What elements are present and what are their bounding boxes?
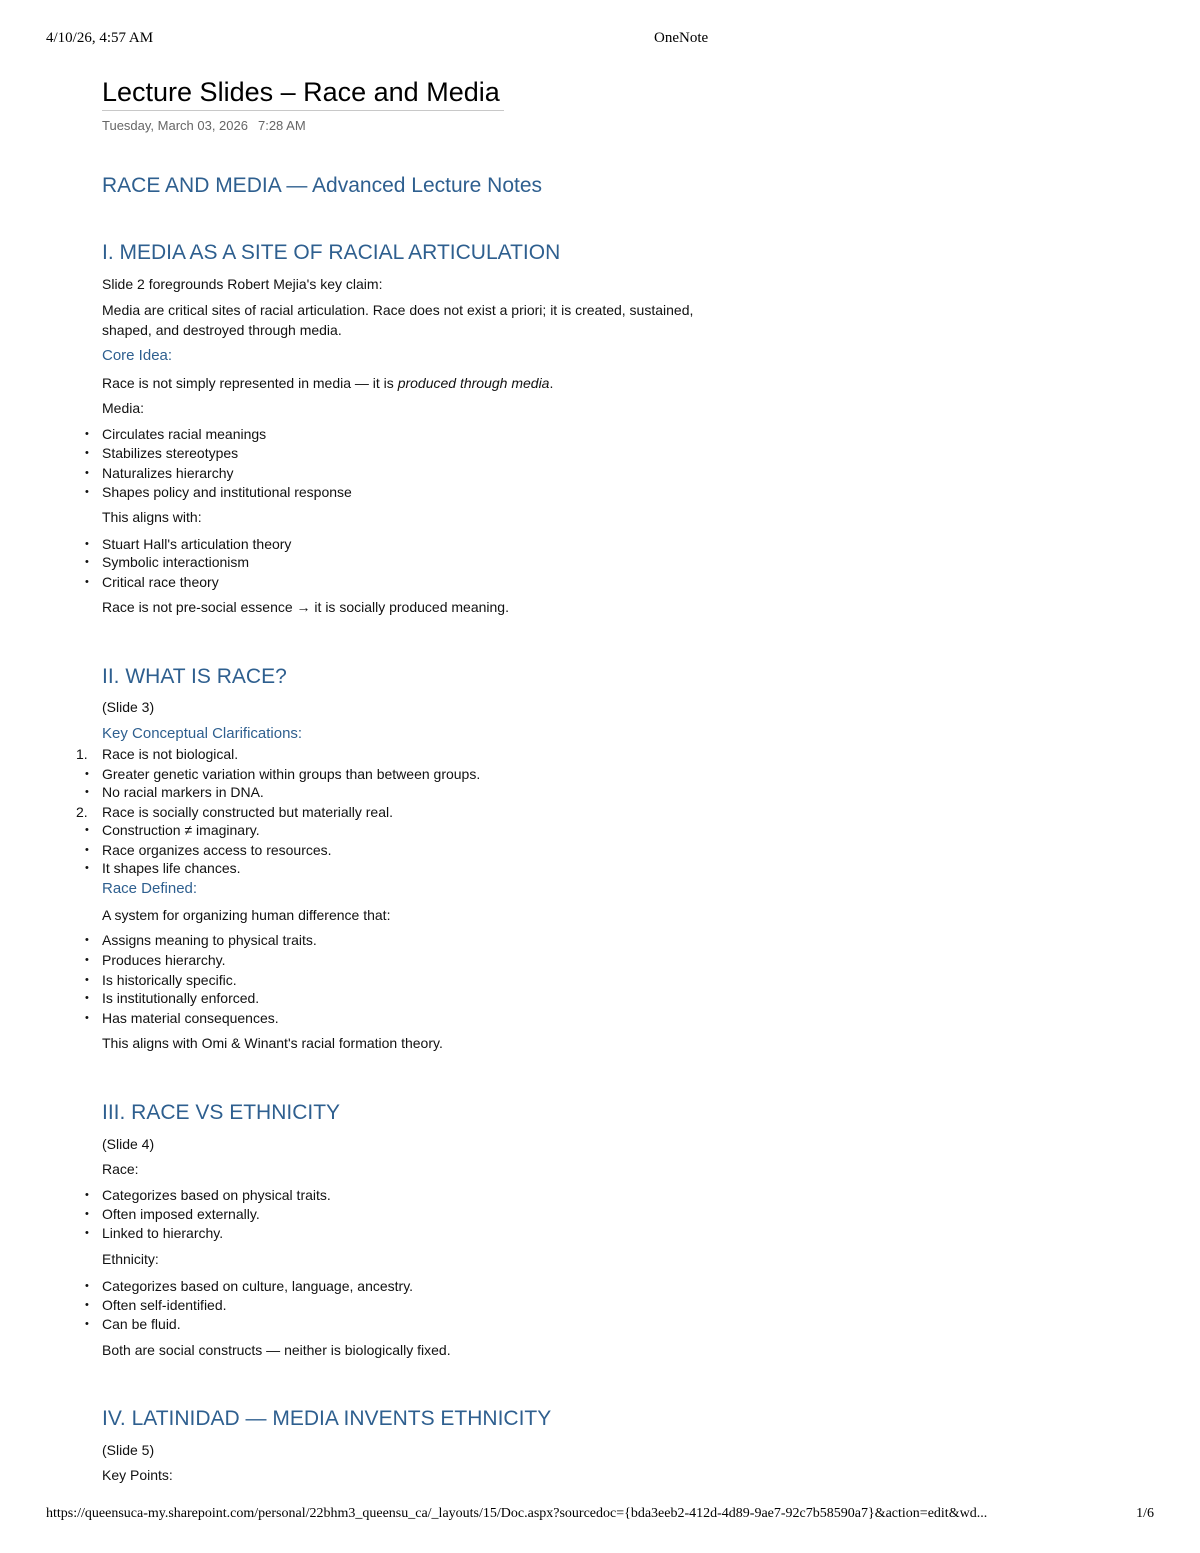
list-item: • Greater genetic variation within groups than between groups. <box>102 765 480 783</box>
s3-race-label: Race: <box>102 1161 139 1177</box>
list-item: • Stuart Hall's articulation theory <box>102 535 291 553</box>
page-date: Tuesday, March 03, 2026 <box>102 118 248 133</box>
s4-slide-ref: (Slide 5) <box>102 1442 155 1458</box>
s1-core-text: Race is not simply represented in media — it is produced through media. <box>102 375 554 391</box>
s2-def-text: A system for organizing human difference that: <box>102 907 391 923</box>
print-header <box>46 30 1154 50</box>
list-item: • Often self-identified. <box>102 1296 227 1314</box>
list-item: • Construction ≠ imaginary. <box>102 821 260 839</box>
list-item: • Circulates racial meanings <box>102 425 266 443</box>
section-2-heading: II. WHAT IS RACE? <box>102 665 287 688</box>
list-item: • Categorizes based on culture, language, ancestry. <box>102 1277 413 1295</box>
s2-slide-ref: (Slide 3) <box>102 699 155 715</box>
list-item: • Linked to hierarchy. <box>102 1224 223 1242</box>
s1-core-label: Core Idea: <box>102 347 173 364</box>
list-item: • Has material consequences. <box>102 1009 279 1027</box>
list-item: • Can be fluid. <box>102 1315 181 1333</box>
list-item: • Race organizes access to resources. <box>102 841 332 859</box>
print-datetime: 4/10/26, 4:57 AM <box>46 30 154 46</box>
s2-conclusion: This aligns with Omi & Winant's racial formation theory. <box>102 1035 443 1051</box>
print-footer <box>46 1506 1154 1526</box>
print-app-name: OneNote <box>654 30 709 46</box>
s2-def-label: Race Defined: <box>102 880 198 897</box>
s2-clar-label: Key Conceptual Clarifications: <box>102 725 303 742</box>
list-item: • It shapes life chances. <box>102 859 241 877</box>
numbered-item: 2. Race is socially constructed but materially real. <box>76 804 394 820</box>
list-item: • Stabilizes stereotypes <box>102 444 238 462</box>
s1-conclusion: Race is not pre-social essence → it is socially produced meaning. <box>102 599 509 615</box>
print-url: https://queensuca-my.sharepoint.com/personal/22bhm3_queensu_ca/_layouts/15/Doc.aspx?sourcedoc={bda3eeb2-412d-4d89-9ae7-92c7b58590a7}&action=edit&wd... <box>46 1506 988 1521</box>
s3-slide-ref: (Slide 4) <box>102 1136 155 1152</box>
list-item: • Symbolic interactionism <box>102 553 249 571</box>
list-item: • Naturalizes hierarchy <box>102 464 234 482</box>
s4-key-label: Key Points: <box>102 1467 173 1483</box>
list-item: • Shapes policy and institutional response <box>102 483 352 501</box>
s1-intro: Slide 2 foregrounds Robert Mejia's key claim: <box>102 276 383 292</box>
s3-eth-label: Ethnicity: <box>102 1251 159 1267</box>
s1-core-emph: produced through media <box>397 375 550 391</box>
list-item: • Produces hierarchy. <box>102 951 225 969</box>
page-title-container[interactable] <box>102 76 504 111</box>
numbered-item: 1. Race is not biological. <box>76 746 239 762</box>
page-meta <box>102 118 306 133</box>
s1-claim: Media are critical sites of racial articulation. Race does not exist a priori; it is created, sustained, shaped, and destroyed through media. <box>102 302 694 338</box>
s1-aligns-label: This aligns with: <box>102 509 202 525</box>
list-item: • Is institutionally enforced. <box>102 989 259 1007</box>
list-item: • Assigns meaning to physical traits. <box>102 931 317 949</box>
section-4-heading: IV. LATINIDAD — MEDIA INVENTS ETHNICITY <box>102 1407 552 1430</box>
print-page-number: 1/6 <box>1136 1506 1154 1521</box>
list-item: • Categorizes based on physical traits. <box>102 1186 331 1204</box>
page-time: 7:28 AM <box>257 118 306 133</box>
s1-media-label: Media: <box>102 400 145 416</box>
s3-conclusion: Both are social constructs — neither is biologically fixed. <box>102 1342 451 1358</box>
list-item: • Is historically specific. <box>102 971 237 989</box>
list-item: • Often imposed externally. <box>102 1205 260 1223</box>
list-item: • Critical race theory <box>102 573 219 591</box>
section-3-heading: III. RACE VS ETHNICITY <box>102 1101 341 1124</box>
main-heading: RACE AND MEDIA — Advanced Lecture Notes <box>102 174 543 197</box>
list-item: • No racial markers in DNA. <box>102 783 264 801</box>
section-1-heading: I. MEDIA AS A SITE OF RACIAL ARTICULATION <box>102 241 561 264</box>
page-title[interactable]: Lecture Slides – Race and Media <box>102 77 500 107</box>
